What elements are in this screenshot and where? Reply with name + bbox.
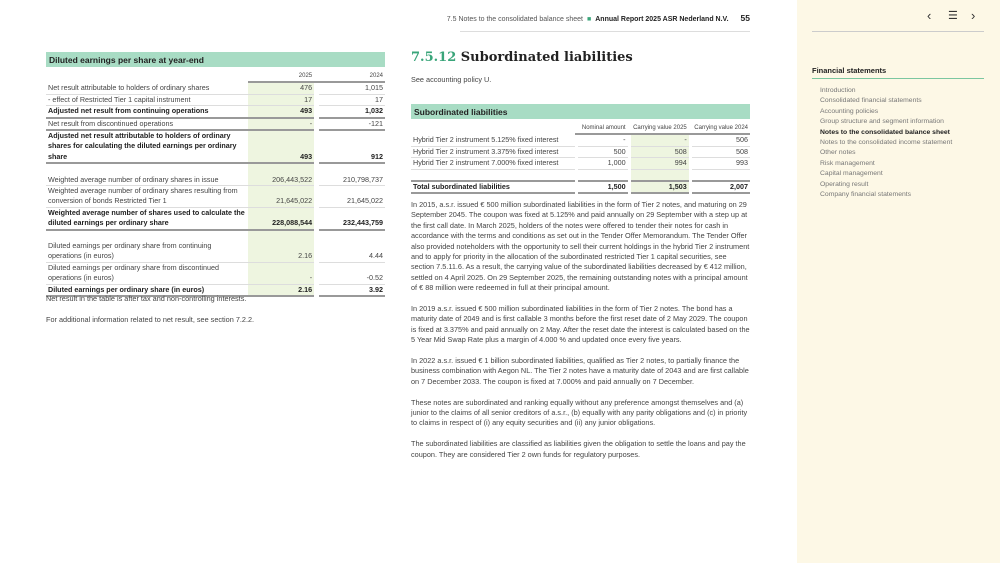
table-row: [46, 175, 385, 186]
cell-value: 508: [692, 147, 750, 158]
subordinated-table: [411, 123, 750, 194]
cell-value: 232,443,759: [319, 208, 385, 231]
cell-value: [319, 164, 385, 174]
table-row: [46, 164, 385, 174]
cell-value: 4.44: [319, 241, 385, 263]
row-label: Adjusted net result attributable to holders of ordinary shares for calculating the diluted earnings per ordinary share: [46, 131, 248, 164]
row-label: Diluted earnings per ordinary share (in euros): [46, 285, 248, 297]
cell-value: -: [631, 135, 689, 146]
header-spacer: [46, 71, 248, 83]
table-row: [46, 83, 385, 94]
sidebar-nav: [820, 86, 952, 200]
blank: [692, 170, 750, 180]
table-row: [46, 95, 385, 106]
cell-value: [319, 231, 385, 241]
sidebar-item[interactable]: Accounting policies: [820, 107, 879, 115]
cell-value: -121: [319, 119, 385, 131]
blank: [411, 170, 575, 180]
cell-value: 2.16: [248, 241, 314, 263]
cell-value: 21,645,022: [319, 186, 385, 208]
eps-table: [46, 71, 385, 297]
cell-value: 1,032: [319, 106, 385, 118]
sidebar-item[interactable]: Group structure and segment information: [820, 118, 944, 126]
cell-value: 476: [248, 83, 314, 94]
chevron-left-icon[interactable]: ‹: [927, 8, 932, 23]
sidebar-item[interactable]: Company financial statements: [820, 191, 912, 199]
cell-value: 17: [248, 95, 314, 106]
table-row: [46, 131, 385, 164]
running-header: 7.5 Notes to the consolidated balance sheet ■ Annual Report 2025 ASR Nederland N.V. 55: [446, 13, 750, 23]
cell-value: -0.52: [319, 263, 385, 285]
section-name: 7.5 Notes to the consolidated balance sheet: [446, 16, 583, 23]
row-label: Net result attributable to holders of ordinary shares: [46, 83, 248, 94]
row-label: [46, 164, 248, 174]
body-text: [411, 200, 751, 470]
table-row: [46, 119, 385, 131]
sidebar: [797, 0, 1000, 563]
paragraph: In 2022 a.s.r. issued € 1 billion subordinated liabilities, qualified as Tier 2 notes, to partially finance the business combination with Aegon NL. The Tier 2 notes have a maturity date of 2043 and are first callable on 7 December 2033. The coupon is fixed at 7.000% and paid annually on 7 December.: [411, 356, 749, 386]
table-row: [46, 106, 385, 118]
sidebar-item[interactable]: Notes to the consolidated income statement: [820, 139, 953, 147]
table-row: [46, 208, 385, 231]
sidebar-item[interactable]: Capital management: [820, 170, 883, 178]
table-row: [411, 158, 750, 169]
row-label: Net result from discontinued operations: [46, 119, 248, 131]
cell-value: 2.16: [248, 285, 314, 297]
cell-value: 1,000: [578, 158, 627, 169]
note-additional-info: For additional information related to net result, see section 7.2.2.: [46, 315, 255, 324]
row-label: [46, 231, 248, 241]
total-value: 2,007: [692, 180, 750, 194]
policy-reference: See accounting policy U.: [411, 75, 492, 84]
paragraph: The subordinated liabilities are classified as liabilities given the obligation to settle the loans and pay the coupon. They are considered Tier 2 own funds for regulatory purposes.: [411, 439, 746, 459]
cell-value: 21,645,022: [248, 186, 314, 208]
cell-value: [248, 231, 314, 241]
row-label: Hybrid Tier 2 instrument 5.125% fixed interest: [411, 135, 575, 146]
cell-value: 508: [631, 147, 689, 158]
column-header: Carrying value 2025: [631, 123, 689, 135]
chevron-right-icon[interactable]: ›: [971, 8, 976, 23]
cell-value: 493: [248, 131, 314, 164]
cell-value: -: [578, 135, 627, 146]
cell-value: 493: [248, 106, 314, 118]
section-title: 7.5.12 Subordinated liabilities: [411, 50, 633, 65]
cell-value: 506: [692, 135, 750, 146]
sidebar-item[interactable]: Risk management: [820, 159, 875, 167]
column-header-row: [411, 123, 750, 135]
sub-table-title: Subordinated liabilities: [411, 104, 750, 119]
row-label: Hybrid Tier 2 instrument 7.000% fixed interest: [411, 158, 575, 169]
row-label: Diluted earnings per ordinary share from discontinued operations (in euros): [46, 263, 248, 285]
cell-value: 1,015: [319, 83, 385, 94]
table-row: [411, 147, 750, 158]
cell-value: 206,443,522: [248, 175, 314, 186]
total-value: 1,503: [631, 180, 689, 194]
cell-value: 993: [692, 158, 750, 169]
row-label: Total subordinated liabilities: [411, 180, 575, 194]
table-row: [46, 241, 385, 263]
divider: [460, 31, 750, 32]
cell-value: -: [248, 119, 314, 131]
cell-value: 994: [631, 158, 689, 169]
table-row: [46, 231, 385, 241]
divider: [812, 31, 984, 32]
column-header: Nominal amount: [578, 123, 627, 135]
sidebar-item[interactable]: Other notes: [820, 149, 856, 157]
sidebar-item[interactable]: Introduction: [820, 87, 856, 94]
sidebar-item[interactable]: Notes to the consolidated balance sheet: [820, 128, 950, 136]
row-label: Weighted average number of shares used to calculate the diluted earnings per ordinary share: [46, 208, 248, 231]
table-row: [411, 135, 750, 146]
cell-value: 17: [319, 95, 385, 106]
row-label: - effect of Restricted Tier 1 capital instrument: [46, 95, 248, 106]
cell-value: 912: [319, 131, 385, 164]
column-header: 2025: [248, 71, 314, 83]
eps-table-title: Diluted earnings per share at year-end: [46, 52, 385, 67]
page-number: 55: [740, 13, 750, 23]
cell-value: -: [248, 263, 314, 285]
cell-value: 3.92: [319, 285, 385, 297]
report-title: Annual Report 2025 ASR Nederland N.V.: [595, 16, 729, 23]
blank: [631, 170, 689, 180]
sidebar-item[interactable]: Consolidated financial statements: [820, 97, 922, 105]
paragraph: In 2015, a.s.r. issued € 500 million subordinated liabilities in the form of Tier 2 notes, and maturing on 29 September 2045. The coupon was fixed at 5.125% and paid annually on 29 September with a step up at the first call date. In March 2025, holders of the notes were offered to tender their notes for cash in accordance with the terms and conditions as set out in the Tender Offer Memorandum. The Tender Offer also provided noteholders with the opportunity to sell their current holdings in the hybrid Tier 2 instrument and to apply for priority in the allocation of the subordinated restricted Tier 1 capital securities, see section 7.5.11.6. As a result, the carrying value of the subordinated liabilities decreased by € 412 million, settled on 4 April 2025. On 29 September 2025, the remaining outstanding notes with a principal amount of € 88 million were redeemed in full at their principal amount.: [411, 200, 750, 293]
table-row: [46, 263, 385, 285]
header-spacer: [411, 123, 575, 135]
cell-value: 228,088,544: [248, 208, 314, 231]
column-header: Carrying value 2024: [692, 123, 750, 135]
row-label: Weighted average number of ordinary shares resulting from conversion of bonds Restricted Tier 1: [46, 186, 248, 208]
total-row: [411, 180, 750, 194]
sidebar-heading[interactable]: Financial statements: [812, 66, 984, 79]
row-label: Diluted earnings per ordinary share from continuing operations (in euros): [46, 241, 248, 263]
column-header: 2024: [319, 71, 385, 83]
note-net-result: Net result in the table is after tax and non-controlling interests.: [46, 294, 247, 303]
sidebar-item[interactable]: Operating result: [820, 180, 869, 188]
row-label: Weighted average number of ordinary shares in issue: [46, 175, 248, 186]
paragraph: In 2019 a.s.r. issued € 500 million subordinated liabilities in the form of Tier 2 notes. The bond has a maturity date of 2049 and is first callable 3 months before the first reset date of 2 May 2029. The coupon is fixed at 3.375% and paid annually on 2 May. After the reset date the interest is calculated based on the 5 Year Mid Swap Rate plus a margin of 4.000 % and updated once every five years.: [411, 304, 750, 345]
total-value: 1,500: [578, 180, 627, 194]
row-label: Adjusted net result from continuing operations: [46, 106, 248, 118]
column-header-row: [46, 71, 385, 83]
menu-icon[interactable]: ☰: [948, 10, 958, 22]
cell-value: 210,798,737: [319, 175, 385, 186]
cell-value: [248, 164, 314, 174]
paragraph: These notes are subordinated and ranking equally without any preference amongst themselves and (a) junior to the claims of all senior creditors of a.s.r., (b) equally with any parity obligations and (c) in priority to claims in respect of (i) any equity securities and (ii) any junior obligations.: [411, 397, 748, 428]
blank-row: [411, 170, 750, 180]
row-label: Hybrid Tier 2 instrument 3.375% fixed interest: [411, 147, 575, 158]
blank: [578, 170, 627, 180]
table-row: [46, 186, 385, 208]
cell-value: 500: [578, 147, 627, 158]
